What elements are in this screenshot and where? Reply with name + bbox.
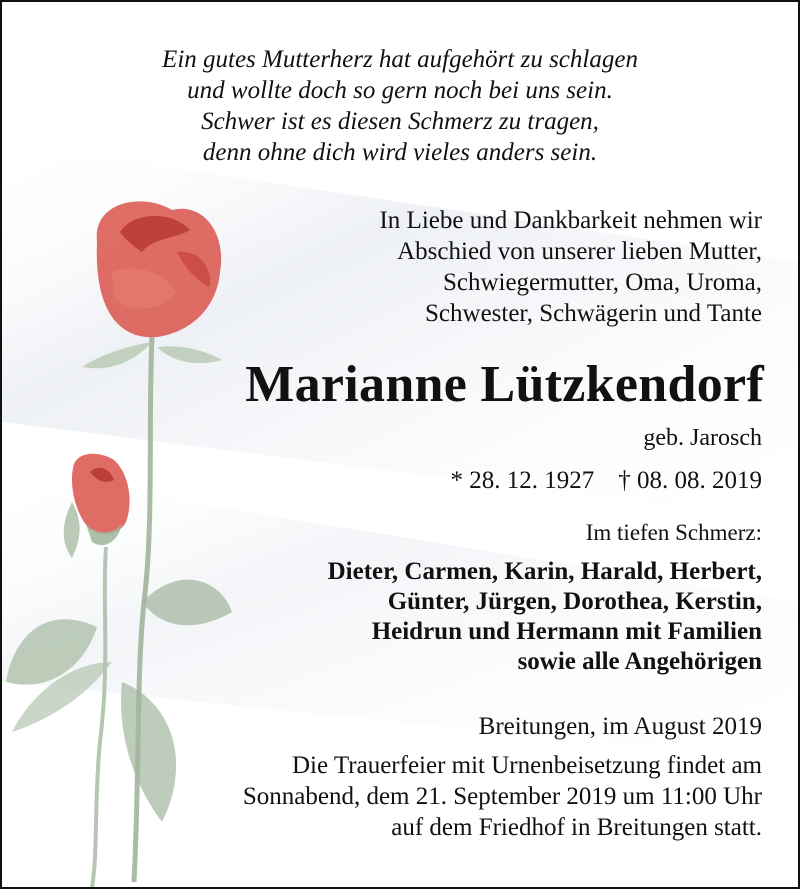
mourners-line: Dieter, Carmen, Karin, Harald, Herbert, [327,558,762,585]
intro-line: Abschied von unserer lieben Mutter, [397,238,762,265]
mourners-line: sowie alle Angehörigen [517,648,762,675]
poem-line: Ein gutes Mutterherz hat aufgehört zu schlagen [162,46,638,73]
intro-line: Schwiegermutter, Oma, Uroma, [442,269,762,296]
intro-text [379,205,762,329]
funeral-line: Sonnabend, dem 21. September 2019 um 11:00 Uhr [242,783,762,810]
mourners-list [328,557,762,677]
grief-label: Im tiefen Schmerz: [585,520,762,545]
death-date: † 08. 08. 2019 [618,467,762,494]
poem-line: denn ohne dich wird vieles anders sein. [202,139,598,166]
mourners-line: Günter, Jürgen, Dorothea, Kerstin, [387,588,762,615]
place-date: Breitungen, im August 2019 [478,713,762,740]
poem-line: und wollte doch so gern noch bei uns sein. [187,77,613,104]
poem [2,44,798,168]
obituary-text [2,2,798,887]
funeral-line: Die Trauerfeier mit Urnenbeisetzung findet am [292,752,762,779]
birth-date: * 28. 12. 1927 [450,467,595,494]
funeral-notice [243,750,762,843]
intro-line: Schwester, Schwägerin und Tante [425,300,762,327]
mourners-line: Heidrun und Hermann mit Familien [371,618,762,645]
birth-name: geb. Jarosch [643,425,762,451]
deceased-name: Marianne Lützkendorf [245,356,764,413]
life-dates [451,465,763,496]
poem-line: Schwer ist es diesen Schmerz zu tragen, [201,108,599,135]
funeral-line: auf dem Friedhof in Breitungen statt. [391,814,762,841]
intro-line: In Liebe und Dankbarkeit nehmen wir [379,207,762,234]
